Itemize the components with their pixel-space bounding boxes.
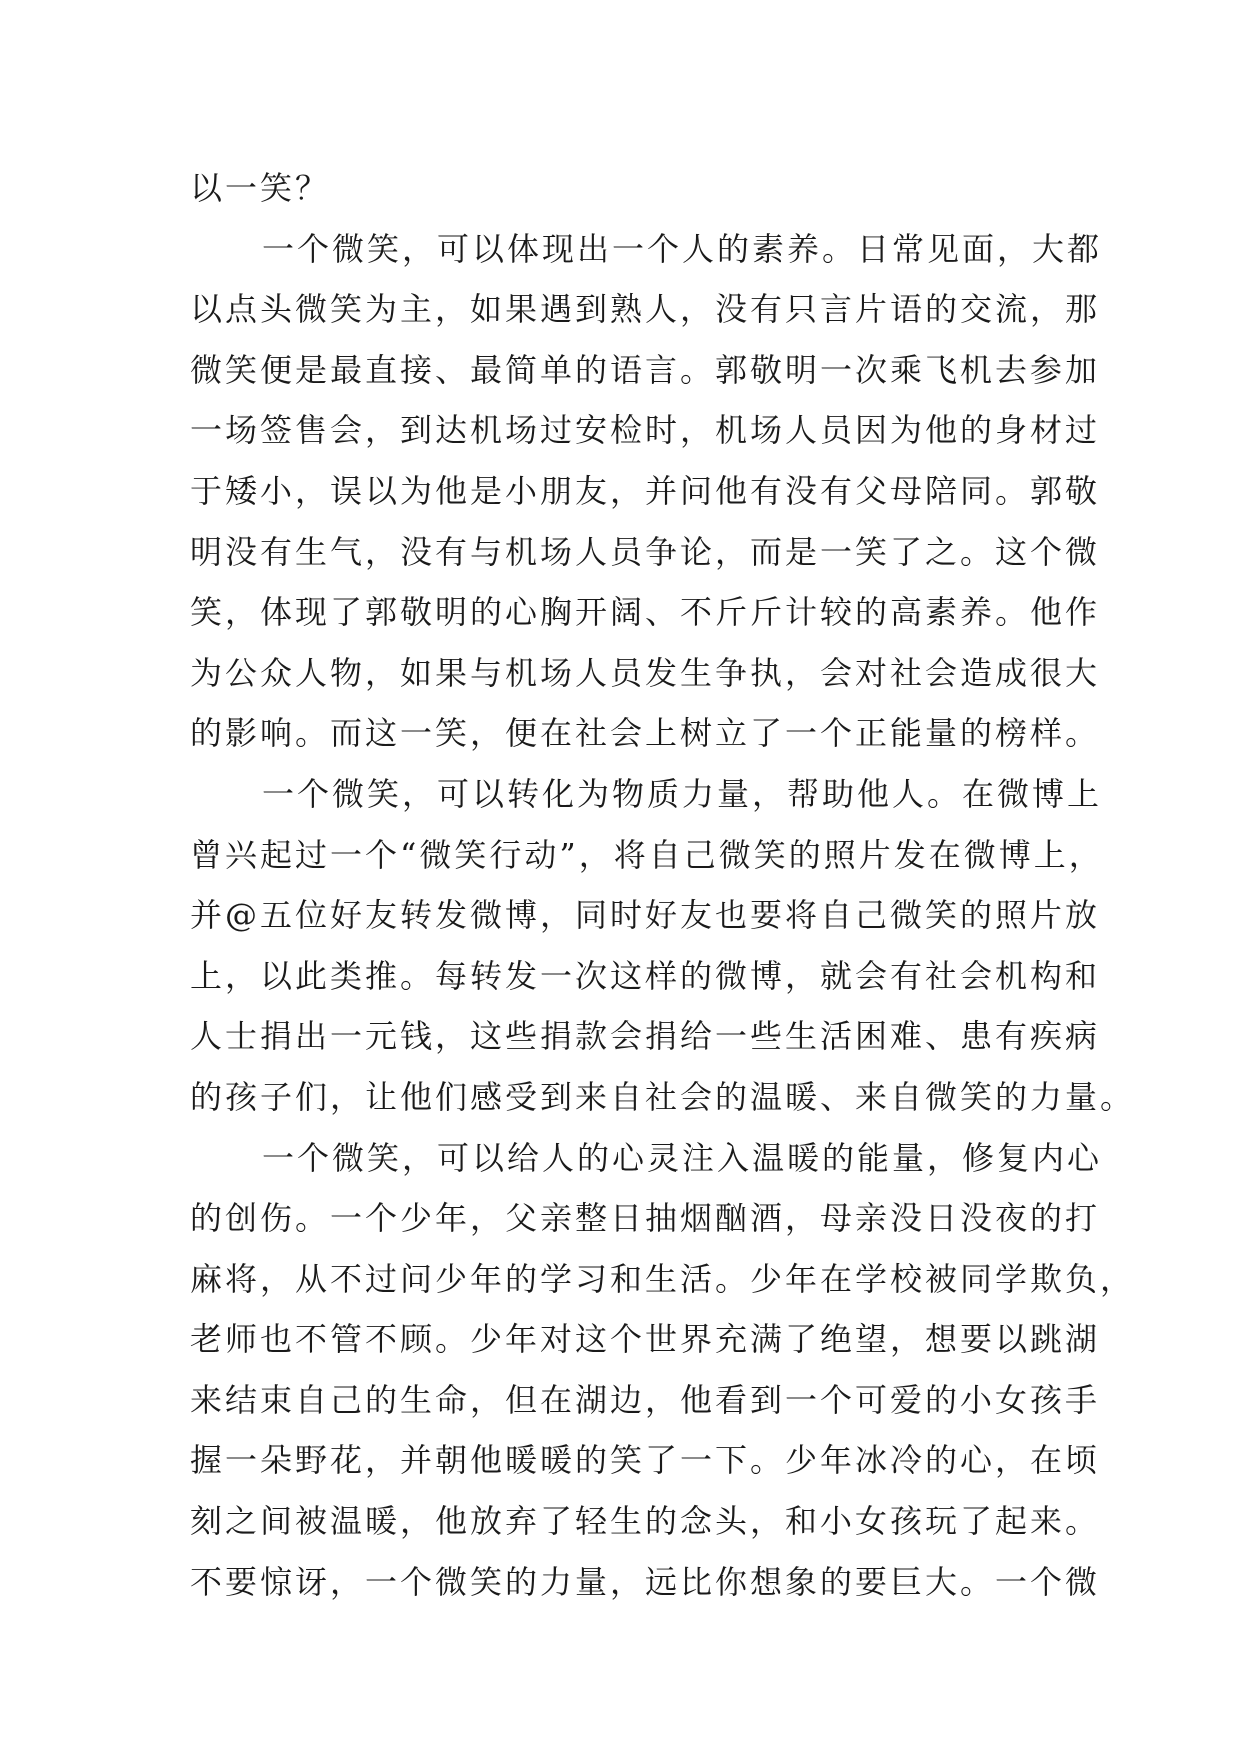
text-line: 曾兴起过一个“微笑行动”，将自己微笑的照片发在微博上，: [190, 835, 1104, 874]
text-line: 并@五位好友转发微博，同时好友也要将自己微笑的照片放: [190, 896, 1101, 935]
text-line: 握一朵野花，并朝他暖暖的笑了一下。少年冰冷的心，在顷: [190, 1441, 1101, 1480]
text-line: 以点头微笑为主，如果遇到熟人，没有只言片语的交流，那: [190, 290, 1101, 329]
text-line: 一个微笑，可以转化为物质力量，帮助他人。在微博上: [262, 774, 1103, 813]
text-line: 一场签售会，到达机场过安检时，机场人员因为他的身材过: [190, 411, 1101, 450]
text-line: 明没有生气，没有与机场人员争论，而是一笑了之。这个微: [190, 532, 1101, 571]
text-line: 为公众人物，如果与机场人员发生争执，会对社会造成很大: [190, 653, 1101, 692]
text-line: 于矮小，误以为他是小朋友，并问他有没有父母陪同。郭敬: [190, 471, 1101, 510]
text-line: 人士捐出一元钱，这些捐款会捐给一些生活困难、患有疾病: [190, 1017, 1101, 1056]
text-line: 不要惊讶，一个微笑的力量，远比你想象的要巨大。一个微: [190, 1562, 1101, 1601]
text-line: 笑，体现了郭敬明的心胸开阔、不斤斤计较的高素养。他作: [190, 593, 1101, 632]
text-line: 微笑便是最直接、最简单的语言。郭敬明一次乘飞机去参加: [190, 350, 1101, 389]
text-line: 麻将，从不过问少年的学习和生活。少年在学校被同学欺负，: [190, 1259, 1136, 1298]
text-line: 一个微笑，可以给人的心灵注入温暖的能量，修复内心: [262, 1138, 1103, 1177]
text-line: 以一笑？: [190, 169, 331, 207]
text-line: 的孩子们，让他们感受到来自社会的温暖、来自微笑的力量。: [190, 1077, 1136, 1116]
text-line: 老师也不管不顾。少年对这个世界充满了绝望，想要以跳湖: [190, 1320, 1101, 1359]
text-line: 的影响。而这一笑，便在社会上树立了一个正能量的榜样。: [190, 714, 1101, 753]
body-text: [190, 158, 1136, 1612]
text-line: 的创伤。一个少年，父亲整日抽烟酗酒，母亲没日没夜的打: [190, 1199, 1101, 1238]
text-line: 来结束自己的生命，但在湖边，他看到一个可爱的小女孩手: [190, 1380, 1101, 1419]
text-line: 上，以此类推。每转发一次这样的微博，就会有社会机构和: [190, 956, 1101, 995]
text-line: 一个微笑，可以体现出一个人的素养。日常见面，大都: [262, 229, 1103, 268]
text-line: 刻之间被温暖，他放弃了轻生的念头，和小女孩玩了起来。: [190, 1502, 1101, 1541]
